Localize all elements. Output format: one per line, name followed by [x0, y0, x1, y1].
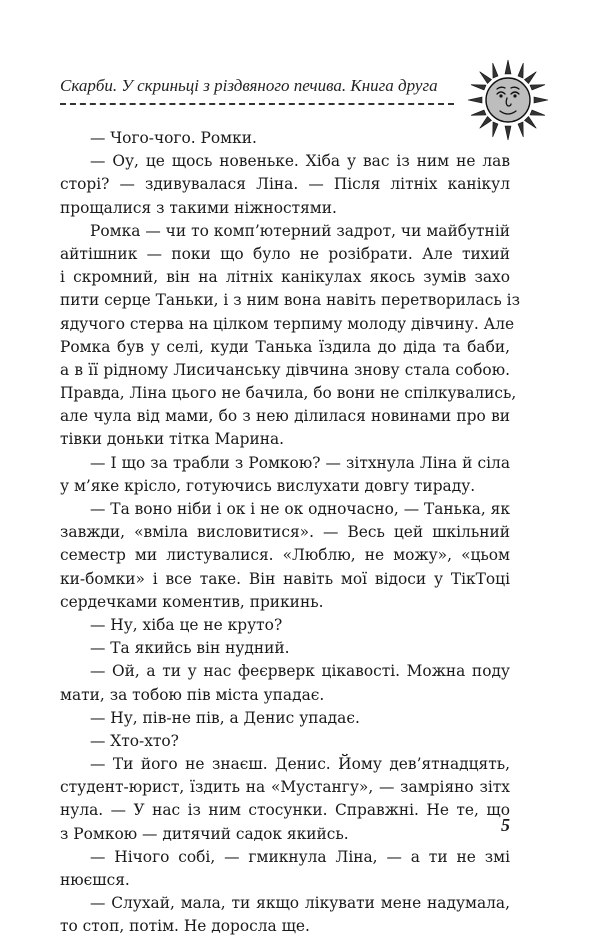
text-line: — Ну, хіба це не круто? — [90, 615, 283, 634]
text-line: сердечками коментив, прикинь. — [60, 592, 324, 611]
text-line: Правда, Ліна цього не бачила, бо вони не спілкувались, — [60, 384, 517, 403]
running-title: Скарби. У скриньці з різдвяного печива. Книга друга — [60, 76, 438, 95]
text-line: пити серце Таньки, і з ним вона навіть перетворилась із — [60, 291, 520, 310]
text-line: мати, за тобою пів міста упадає. — [60, 685, 325, 704]
text-line: ки-бомки» і все таке. Він навіть мої відоси у ТікТоці — [60, 569, 510, 588]
text-line: — Оу, це щось новеньке. Хіба у вас із ним не лав — [90, 152, 510, 171]
text-line: Ромка — чи то комп’ютерний задрот, чи майбутній — [90, 221, 510, 240]
text-line: — І що за трабли з Ромкою? — зітхнула Ліна й сіла — [90, 453, 510, 472]
text-line: нула. — У нас із ним стосунки. Справжні. Не те, що — [60, 801, 510, 820]
text-line: студент-юрист, їздить на «Мустангу», — замріяно зітх — [60, 778, 510, 797]
text-line: завжди, «вміла висловитися». — Весь цей шкільний — [60, 523, 510, 542]
text-line: Ромка був у селі, куди Танька їздила до діда та баби, — [60, 337, 510, 356]
text-line: а в її рідному Лисичанську дівчина знову стала собою. — [60, 360, 510, 379]
header-rule — [60, 103, 454, 105]
text-line: — Ну, пів-не пів, а Денис упадає. — [90, 708, 360, 727]
text-line: — Хто-хто? — [90, 731, 179, 750]
text-line: у м’яке крісло, готуючись вислухати довгу тираду. — [60, 476, 476, 495]
text-line: — Чого-чого. Ромки. — [90, 129, 257, 147]
text-line: прощалися з такими ніжностями. — [60, 198, 337, 217]
story-text — [60, 127, 520, 939]
text-line: — Та воно ніби і ок і не ок одночасно, — Танька, як — [90, 500, 510, 518]
text-line: то стоп, потім. Не доросла ще. — [60, 917, 310, 936]
text-line: — Та якийсь він нудний. — [90, 639, 290, 658]
text-line: — Нічого собі, — гмикнула Ліна, — а ти не змі — [90, 847, 510, 866]
text-line: і скромний, він на літніх канікулах якось зумів захо — [60, 268, 510, 287]
page-number: 5 — [501, 815, 510, 835]
text-line: — Ой, а ти у нас феєрверк цікавості. Можна поду — [90, 662, 510, 681]
text-line: нюєшся. — [60, 871, 130, 889]
text-line: з Ромкою — дитячий садок якийсь. — [60, 824, 349, 843]
text-line: семестр ми листувалися. «Люблю, не можу», «цьом — [60, 546, 510, 565]
text-line: але чула від мами, бо з нею ділилася новинами про ви — [60, 407, 510, 426]
text-line: тівки доньки тітка Марина. — [60, 430, 285, 449]
text-line: — Ти його не знаєш. Денис. Йому дев’ятнадцять, — [90, 755, 510, 774]
text-line: ядучого стерва на цілком терпиму молоду дівчину. Але — [60, 314, 515, 333]
text-line: — Слухай, мала, ти якщо лікувати мене надумала, — [90, 894, 510, 913]
text-line: сторі? — здивувалася Ліна. — Після літніх канікул — [60, 175, 510, 194]
text-line: айтішник — поки що було не розібрати. Але тихий — [60, 244, 510, 263]
